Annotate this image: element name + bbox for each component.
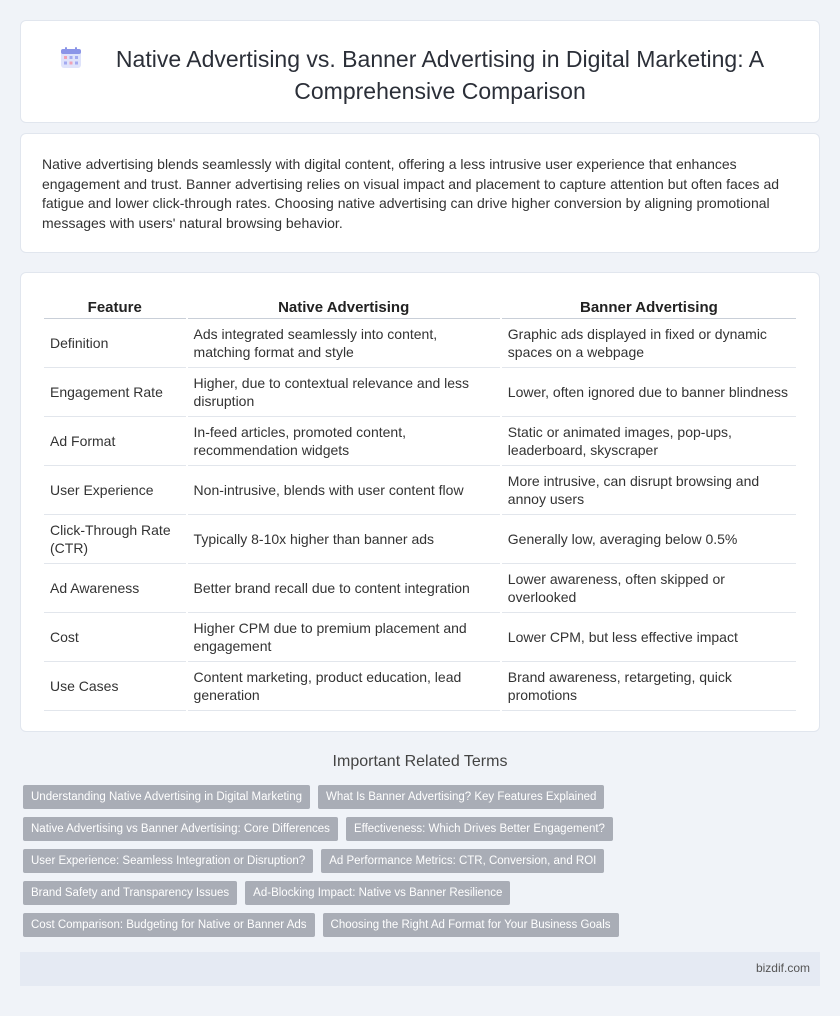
feature-cell: Use Cases <box>44 662 186 711</box>
banner-cell: Lower awareness, often skipped or overlooked <box>502 564 796 613</box>
footer-site-link[interactable]: bizdif.com <box>755 961 810 975</box>
feature-cell: Definition <box>44 319 186 368</box>
native-cell: Higher CPM due to premium placement and engagement <box>188 613 500 662</box>
tag-row <box>23 881 803 905</box>
related-term-link[interactable]: Ad Performance Metrics: CTR, Conversion, and ROI <box>321 849 604 873</box>
footer <box>20 952 820 986</box>
table-row <box>44 319 796 368</box>
feature-cell: Click-Through Rate (CTR) <box>44 515 186 564</box>
table-row <box>44 368 796 417</box>
native-cell: In-feed articles, promoted content, recommendation widgets <box>188 417 500 466</box>
table-row <box>44 613 796 662</box>
feature-cell: Ad Format <box>44 417 186 466</box>
native-cell: Typically 8-10x higher than banner ads <box>188 515 500 564</box>
banner-cell: Lower CPM, but less effective impact <box>502 613 796 662</box>
header-native: Native Advertising <box>188 295 500 319</box>
native-cell: Better brand recall due to content integration <box>188 564 500 613</box>
related-term-link[interactable]: User Experience: Seamless Integration or Disruption? <box>23 849 313 873</box>
native-cell: Non-intrusive, blends with user content flow <box>188 466 500 515</box>
banner-cell: Brand awareness, retargeting, quick promotions <box>502 662 796 711</box>
related-terms-title: Important Related Terms <box>332 753 508 770</box>
intro-paragraph: Native advertising blends seamlessly with digital content, offering a less intrusive user experience that enhances engagement and trust. Banner advertising relies on visual impact and placement to capture attention but often faces ad fatigue and lower click-through rates. Choosing native advertising can drive higher conversion by aligning promotional messages with users' natural browsing behavior. <box>42 156 780 231</box>
related-term-link[interactable]: Brand Safety and Transparency Issues <box>23 881 237 905</box>
feature-cell: Engagement Rate <box>44 368 186 417</box>
related-term-link[interactable]: Understanding Native Advertising in Digital Marketing <box>23 785 310 809</box>
related-term-link[interactable]: Cost Comparison: Budgeting for Native or Banner Ads <box>23 913 315 937</box>
native-cell: Higher, due to contextual relevance and less disruption <box>188 368 500 417</box>
tag-row <box>23 817 803 841</box>
intro-card <box>20 133 820 253</box>
native-cell: Content marketing, product education, lead generation <box>188 662 500 711</box>
banner-cell: More intrusive, can disrupt browsing and annoy users <box>502 466 796 515</box>
header-banner: Banner Advertising <box>502 295 796 319</box>
tag-row <box>23 849 803 873</box>
table-row <box>44 515 796 564</box>
feature-cell: User Experience <box>44 466 186 515</box>
comparison-table <box>42 295 798 711</box>
feature-cell: Ad Awareness <box>44 564 186 613</box>
table-row <box>44 564 796 613</box>
page-title: Native Advertising vs. Banner Advertising in Digital Marketing: A Comprehensive Comparison <box>115 46 765 104</box>
feature-cell: Cost <box>44 613 186 662</box>
banner-cell: Static or animated images, pop-ups, leaderboard, skyscraper <box>502 417 796 466</box>
related-term-link[interactable]: Choosing the Right Ad Format for Your Business Goals <box>323 913 619 937</box>
related-terms-list <box>23 785 803 945</box>
header-feature: Feature <box>44 295 186 319</box>
related-term-link[interactable]: Ad-Blocking Impact: Native vs Banner Resilience <box>245 881 510 905</box>
related-term-link[interactable]: Effectiveness: Which Drives Better Engagement? <box>346 817 613 841</box>
comparison-table-card <box>20 272 820 732</box>
table-row <box>44 662 796 711</box>
banner-cell: Generally low, averaging below 0.5% <box>502 515 796 564</box>
banner-cell: Lower, often ignored due to banner blindness <box>502 368 796 417</box>
table-header-row <box>44 295 796 319</box>
related-term-link[interactable]: Native Advertising vs Banner Advertising: Core Differences <box>23 817 338 841</box>
tag-row <box>23 913 803 937</box>
table-row <box>44 466 796 515</box>
header-card <box>20 20 820 123</box>
tag-row <box>23 785 803 809</box>
table-row <box>44 417 796 466</box>
native-cell: Ads integrated seamlessly into content, matching format and style <box>188 319 500 368</box>
related-term-link[interactable]: What Is Banner Advertising? Key Features Explained <box>318 785 604 809</box>
banner-cell: Graphic ads displayed in fixed or dynamic spaces on a webpage <box>502 319 796 368</box>
